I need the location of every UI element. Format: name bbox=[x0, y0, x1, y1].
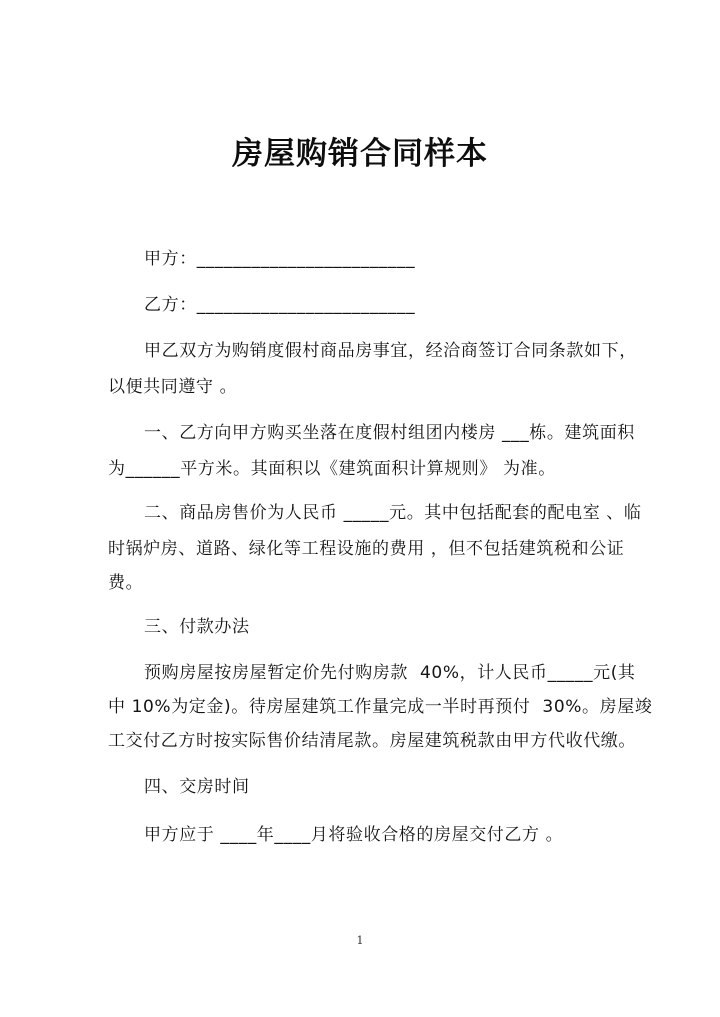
paragraph-line: 为______平方米。其面积以《建筑面积计算规则》 为准。 bbox=[108, 459, 556, 479]
paragraph-line: 费。 bbox=[108, 573, 144, 593]
paragraph-line: 工交付乙方时按实际售价结清尾款。房屋建筑税款由甲方代收代缴。 bbox=[108, 731, 636, 751]
paragraph-line: 时锅炉房、道路、绿化等工程设施的费用 ，但不包括建筑税和公证 bbox=[108, 539, 625, 559]
paragraph-line: 甲方应于 ____年____月将验收合格的房屋交付乙方 。 bbox=[144, 825, 564, 845]
paragraph-line: 二、商品房售价为人民币 _____元。其中包括配套的配电室 、临 bbox=[144, 503, 642, 523]
party-a-field: 甲方：________________________ bbox=[144, 249, 416, 269]
paragraph-line: 甲乙双方为购销度假村商品房事宜，经洽商签订合同条款如下， bbox=[144, 341, 637, 361]
paragraph-line: 一、乙方向甲方购买坐落在度假村组团内楼房 ___栋。建筑面积 bbox=[144, 423, 635, 443]
paragraph-line: 预购房屋按房屋暂定价先付购房款 40%，计人民币_____元(其 bbox=[144, 663, 636, 683]
paragraph-line: 以便共同遵守 。 bbox=[108, 377, 238, 397]
clause-4-heading: 四、交房时间 bbox=[144, 777, 250, 797]
paragraph-line: 中 10%为定金)。待房屋建筑工作量完成一半时再预付 30%。房屋竣 bbox=[108, 697, 653, 717]
document-title: 房屋购销合同样本 bbox=[232, 136, 488, 172]
party-b-field: 乙方：________________________ bbox=[144, 295, 416, 315]
page-number: 1 bbox=[356, 934, 364, 947]
clause-3-heading: 三、付款办法 bbox=[144, 617, 250, 637]
